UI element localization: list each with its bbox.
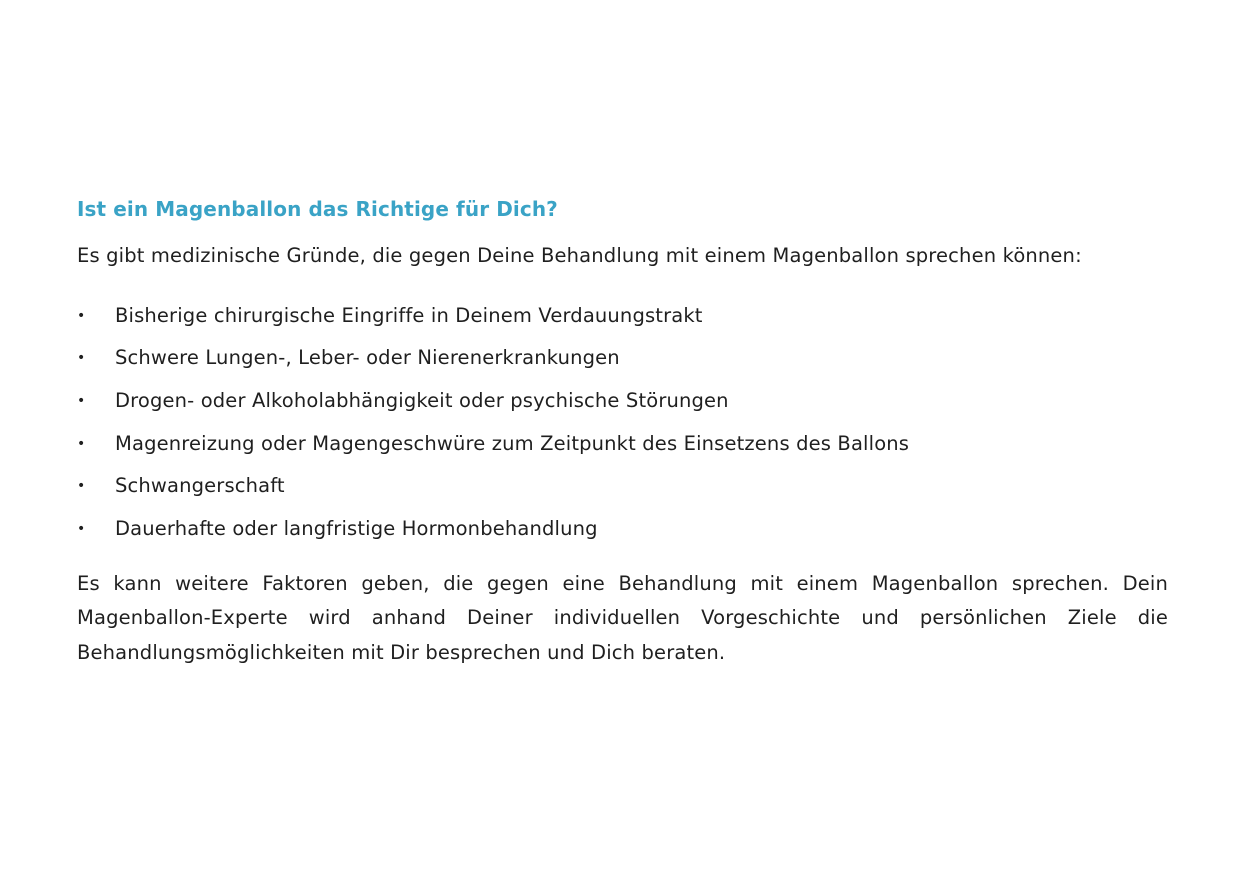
bullet-icon: •	[77, 435, 86, 452]
contraindication-list	[77, 295, 1168, 551]
section-heading: Ist ein Magenballon das Richtige für Dich?	[77, 197, 558, 221]
outro-paragraph: Es kann weitere Faktoren geben, die gegen eine Behandlung mit einem Magenballon sprechen. Dein Magenballon-Experte wird anhand Deiner individuellen Vorgeschichte und persönlichen Ziele die Behandlungsmöglichkeiten mit Dir besprechen und Dich beraten.	[77, 571, 1168, 664]
list-item	[77, 465, 1168, 508]
document-section	[77, 192, 1168, 670]
list-item	[77, 380, 1168, 423]
list-item-text: Bisherige chirurgische Eingriffe in Deinem Verdauungstrakt	[115, 303, 703, 327]
list-item-text: Drogen- oder Alkoholabhängigkeit oder psychische Störungen	[115, 388, 729, 412]
list-item	[77, 295, 1168, 338]
list-item-text: Dauerhafte oder langfristige Hormonbehandlung	[115, 517, 598, 541]
bullet-icon: •	[77, 478, 86, 495]
bullet-icon: •	[77, 521, 86, 538]
list-item-text: Schwangerschaft	[115, 474, 285, 498]
list-item	[77, 337, 1168, 380]
bullet-icon: •	[77, 350, 86, 367]
list-item-text: Magenreizung oder Magengeschwüre zum Zeitpunkt des Einsetzens des Ballons	[115, 431, 910, 455]
bullet-icon: •	[77, 307, 86, 324]
list-item-text: Schwere Lungen-, Leber- oder Nierenerkrankungen	[115, 346, 620, 370]
list-item	[77, 508, 1168, 551]
bullet-icon: •	[77, 392, 86, 409]
intro-paragraph: Es gibt medizinische Gründe, die gegen Deine Behandlung mit einem Magenballon sprechen können:	[77, 244, 1082, 267]
list-item	[77, 423, 1168, 466]
